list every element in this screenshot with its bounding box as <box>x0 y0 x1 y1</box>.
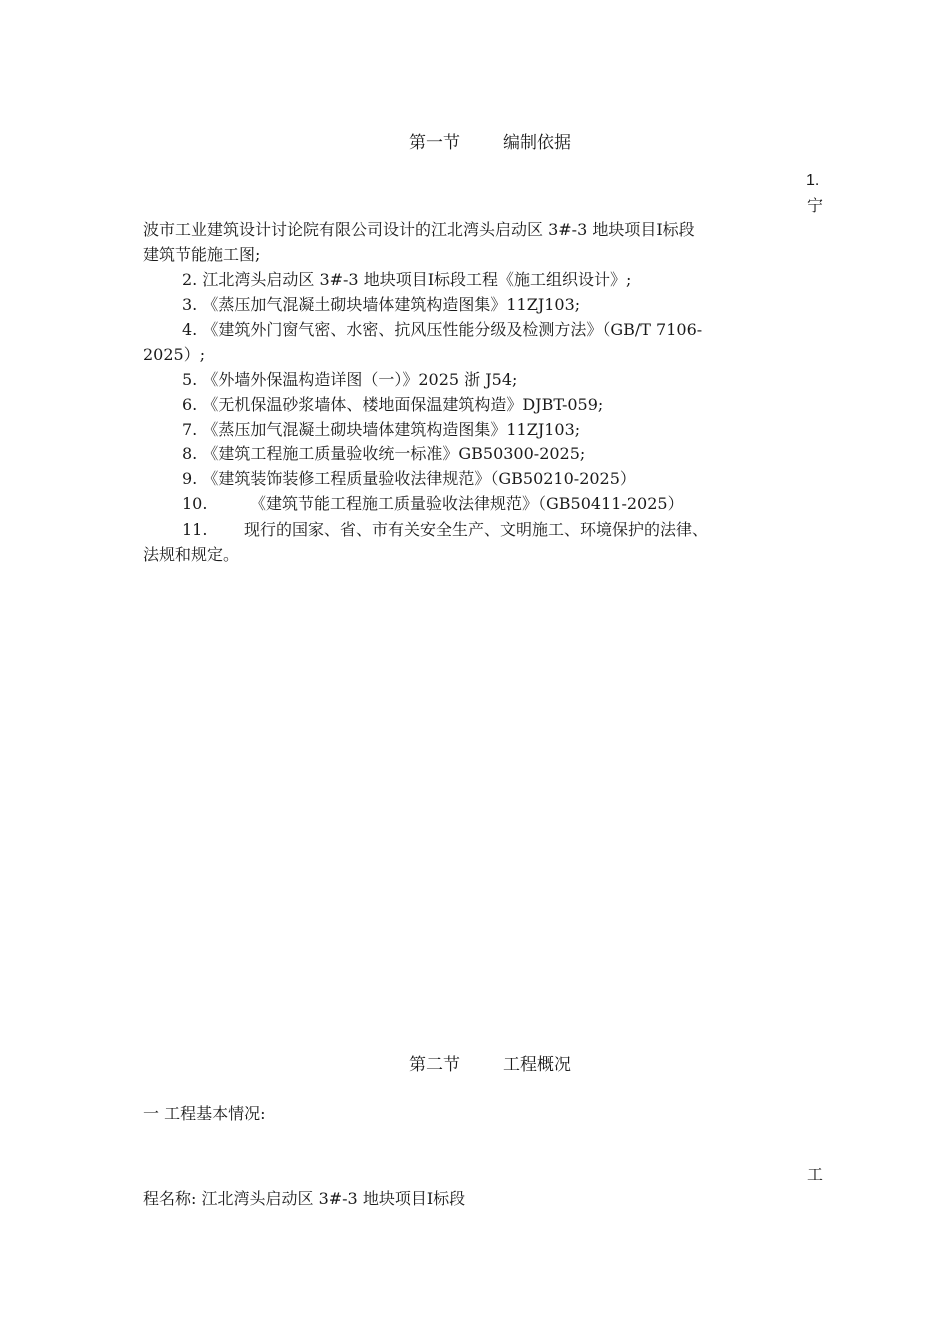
section2-title-number: 第二节 <box>409 1055 460 1075</box>
item1-line3: 建筑节能施工图; <box>143 245 261 264</box>
item8: 8. 《建筑工程施工质量验收统一标准》GB50300-2025; <box>182 444 586 463</box>
item3: 3. 《蒸压加气混凝土砌块墙体建筑构造图集》11ZJ103; <box>182 295 581 314</box>
section2-subheading: 一 工程基本情况: <box>143 1104 266 1123</box>
project-name-first-char: 工 <box>807 1165 824 1184</box>
item2: 2. 江北湾头启动区 3#-3 地块项目Ⅰ标段工程《施工组织设计》; <box>182 270 632 289</box>
item9: 9. 《建筑装饰装修工程质量验收法律规范》（GB50210-2025） <box>182 469 636 488</box>
item11-text: 现行的国家、省、市有关安全生产、文明施工、环境保护的法律、 <box>244 520 709 539</box>
item1-number: 1. <box>806 172 820 189</box>
item11-line2: 法规和规定。 <box>143 545 240 564</box>
item4-line2: 2025）; <box>143 345 206 364</box>
section1-title: 编制依据 <box>503 133 571 153</box>
item6: 6. 《无机保温砂浆墙体、楼地面保温建筑构造》DJBT-059; <box>182 395 604 414</box>
section2-title: 工程概况 <box>503 1055 571 1075</box>
item1-first-char: 宁 <box>807 196 824 215</box>
item5: 5. 《外墙外保温构造详图（一）》2025 浙 J54; <box>182 370 518 389</box>
item10-text: 《建筑节能工程施工质量验收法律规范》（GB50411-2025） <box>250 494 684 513</box>
item11-number: 11. <box>182 520 208 539</box>
item10-number: 10. <box>182 494 208 513</box>
item4-line1: 4. 《建筑外门窗气密、水密、抗风压性能分级及检测方法》（GB/T 7106- <box>182 320 703 339</box>
item7: 7. 《蒸压加气混凝土砌块墙体建筑构造图集》11ZJ103; <box>182 420 581 439</box>
project-name-line: 程名称: 江北湾头启动区 3#-3 地块项目Ⅰ标段 <box>143 1189 466 1208</box>
section1-title-number: 第一节 <box>409 133 460 153</box>
item1-line2: 波市工业建筑设计讨论院有限公司设计的江北湾头启动区 3#-3 地块项目Ⅰ标段 <box>143 220 695 239</box>
